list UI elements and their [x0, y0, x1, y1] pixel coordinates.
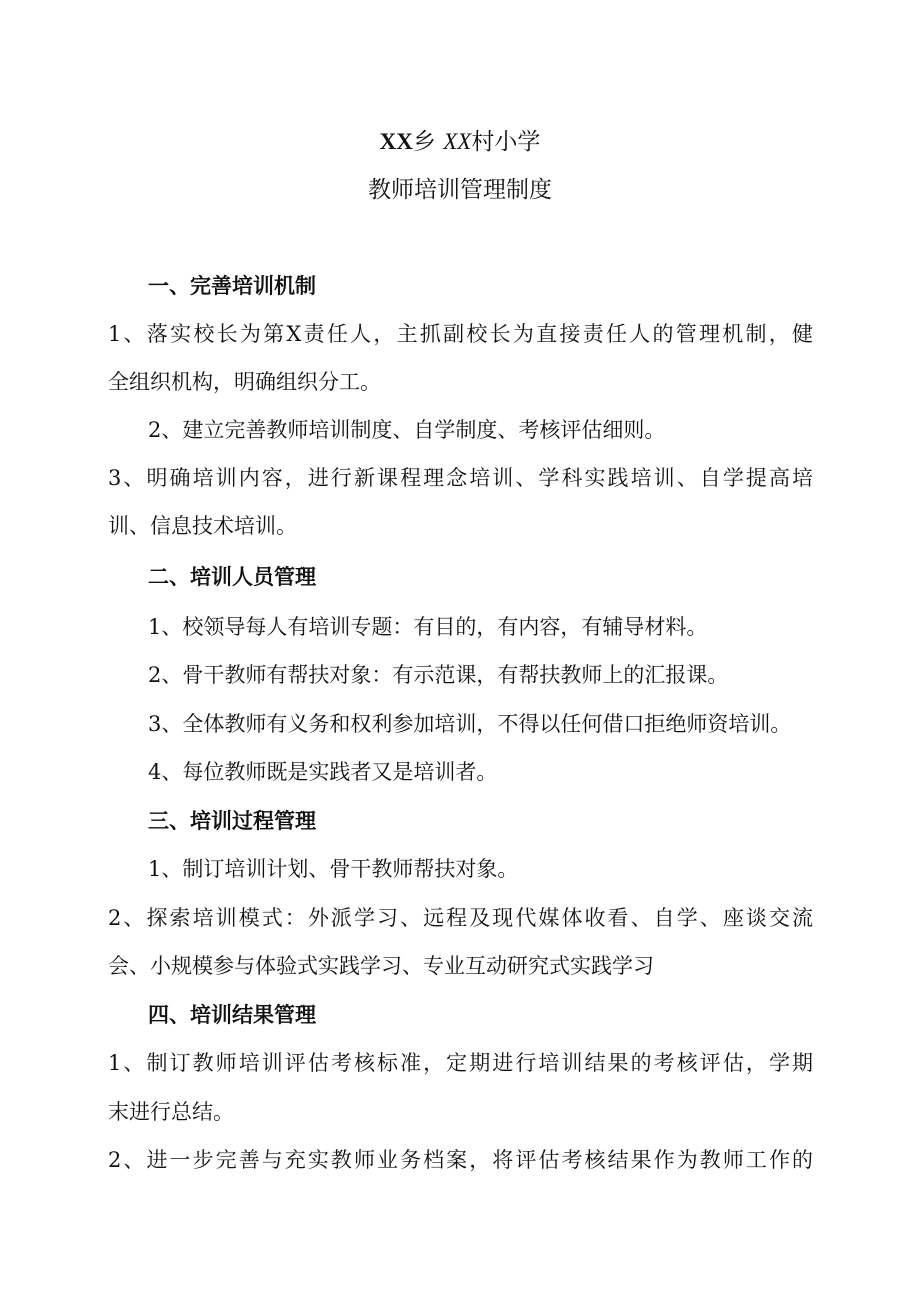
paragraph-line: 末进行总结。: [108, 1100, 234, 1124]
paragraph-line: 全组织机构，明确组织分工。: [108, 370, 381, 394]
paragraph-line: 2、进一步完善与充实教师业务档案，将评估考核结果作为教师工作的: [108, 1148, 813, 1172]
paragraph-line: 1、制订教师培训评估考核标准，定期进行培训结果的考核评估，学期: [108, 1051, 813, 1075]
title-school: 村小学: [471, 129, 541, 155]
paragraph-line: 会、小规模参与体验式实践学习、专业互动研究式实践学习: [108, 954, 654, 978]
paragraph-line: 1、校领导每人有培训专题：有目的，有内容，有辅导材料。: [148, 615, 708, 639]
paragraph-line: 1、制订培训计划、骨干教师帮扶对象。: [148, 857, 519, 881]
title-prefix: XX: [379, 129, 413, 154]
section-heading-2: 二、培训人员管理: [148, 564, 316, 589]
document-title: 教师培训管理制度: [368, 177, 552, 203]
paragraph-line: 2、骨干教师有帮扶对象：有示范课，有帮扶教师上的汇报课。: [148, 663, 729, 687]
section-heading-1: 一、完善培训机制: [148, 273, 316, 298]
section-heading-4: 四、培训结果管理: [148, 1002, 316, 1027]
school-name-title: [0, 127, 920, 157]
paragraph-line: 1、落实校长为第X责任人，主抓副校长为直接责任人的管理机制，健: [108, 322, 813, 346]
paragraph-line: 2、建立完善教师培训制度、自学制度、考核评估细则。: [148, 418, 666, 442]
paragraph-line: 4、每位教师既是实践者又是培训者。: [148, 760, 498, 784]
paragraph-line: 2、探索培训模式：外派学习、远程及现代媒体收看、自学、座谈交流: [108, 906, 813, 930]
title-village-code: XX: [443, 129, 472, 154]
paragraph-line: 3、明确培训内容，进行新课程理念培训、学科实践培训、自学提高培: [108, 466, 813, 490]
paragraph-line: 训、信息技术培训。: [108, 514, 297, 538]
paragraph-line: 3、全体教师有义务和权利参加培训，不得以任何借口拒绝师资培训。: [148, 712, 792, 736]
section-heading-3: 三、培训过程管理: [148, 808, 316, 833]
title-township: 乡: [412, 129, 436, 155]
